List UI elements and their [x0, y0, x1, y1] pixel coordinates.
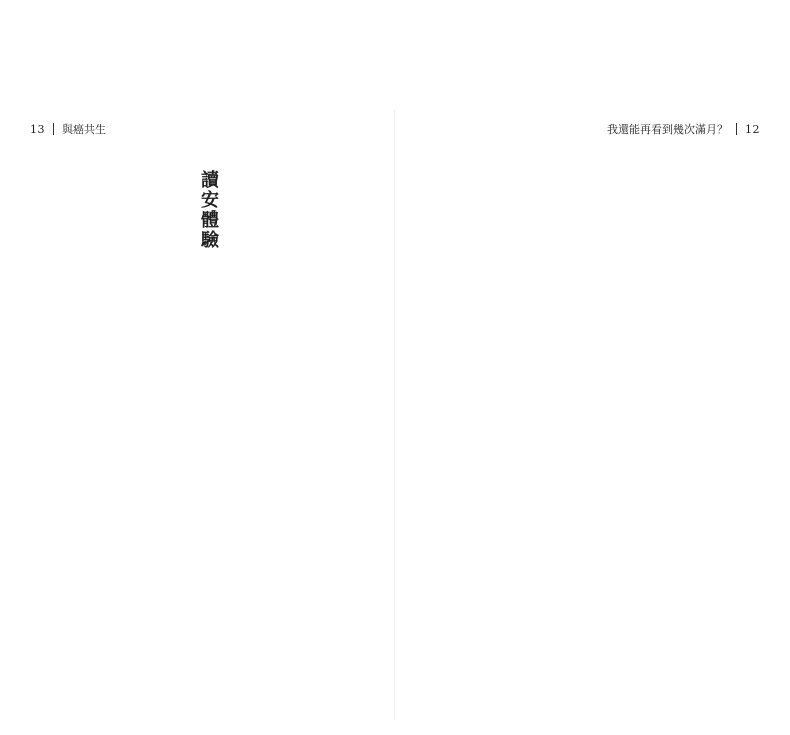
chapter-title: 讀安體驗	[198, 170, 219, 250]
header-divider	[53, 123, 54, 135]
left-text-column-placeholder	[244, 220, 245, 685]
book-spread	[20, 110, 770, 720]
left-body-text	[55, 165, 245, 685]
right-page-number: 12	[745, 122, 760, 136]
right-running-head-text: 我還能再看到幾次滿月？	[607, 123, 728, 136]
right-page	[395, 110, 770, 720]
right-text-column-placeholder	[751, 220, 752, 685]
left-page-number: 13	[30, 122, 45, 136]
left-running-head-text: 與癌共生	[62, 123, 106, 136]
left-page	[20, 110, 395, 720]
header-divider	[736, 123, 737, 135]
right-running-head	[607, 119, 760, 139]
left-running-head	[30, 119, 106, 139]
right-body-text	[422, 165, 752, 685]
